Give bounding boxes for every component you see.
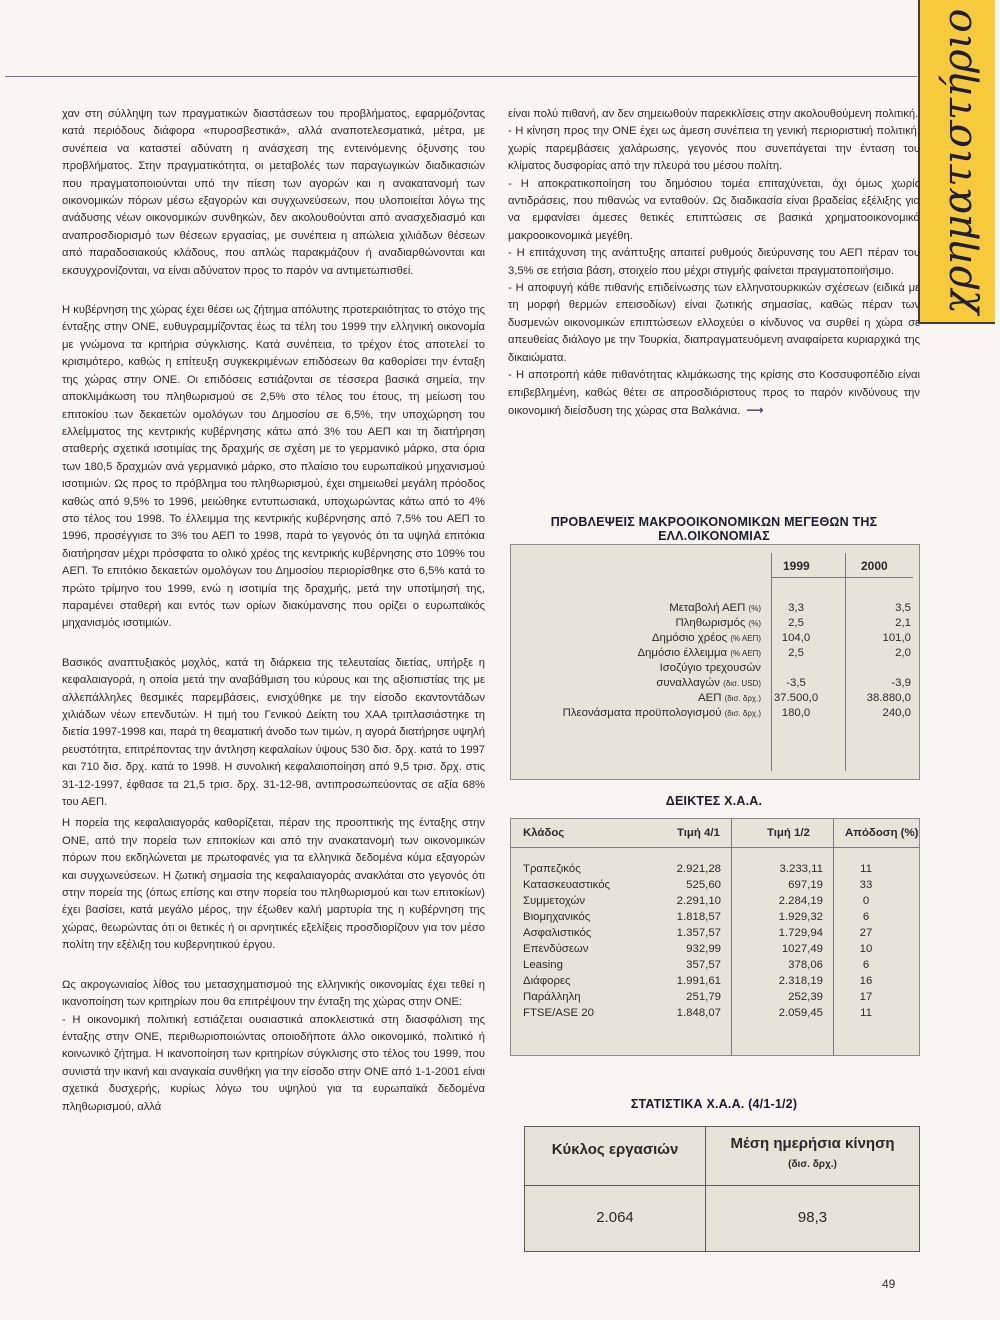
bullet-paragraph-wrap: [508, 367, 920, 420]
sector-name: Leasing: [523, 959, 563, 971]
value-1999: 104,0: [781, 632, 811, 644]
table-row: [511, 1005, 919, 1021]
header-divider: [511, 847, 919, 848]
table-row: [511, 941, 919, 957]
row-unit: (δισ. USD): [723, 679, 761, 688]
daily-average-value: 98,3: [797, 1209, 828, 1226]
value-2000: 3,5: [895, 602, 911, 614]
value-2000: 240,0: [882, 707, 911, 719]
value-2000: 101,0: [882, 632, 911, 644]
price-start: 2.921,28: [676, 863, 721, 875]
table-row: [511, 989, 919, 1005]
daily-average-unit: (δισ. δρχ.): [788, 1159, 837, 1170]
price-start: 932,99: [686, 943, 721, 955]
table-row: [511, 877, 919, 893]
price-start: 357,57: [686, 959, 721, 971]
macro-table: [510, 544, 920, 780]
sector-name: Τραπεζικός: [523, 863, 581, 875]
sector-name: Βιομηχανικός: [523, 911, 591, 923]
section-tab: [918, 0, 995, 324]
row-label: συναλλαγών: [656, 677, 720, 689]
header-divider: [771, 577, 913, 578]
price-start: 1.357,57: [676, 927, 721, 939]
header-rule: [5, 76, 917, 77]
table-row: [511, 957, 919, 973]
table-row: [551, 661, 911, 691]
article-end-arrow-icon: ⟶: [746, 402, 764, 417]
row-label: Δημόσιο χρέος: [651, 632, 728, 644]
table-row: [551, 631, 911, 646]
price-start: 1.848,07: [676, 1007, 721, 1019]
turnover-header: Κύκλος εργασιών: [551, 1141, 679, 1158]
macro-table-title: ΠΡΟΒΛΕΨΕΙΣ ΜΑΚΡΟΟΙΚΟΝΟΜΙΚΩΝ ΜΕΓΕΘΩΝ ΤΗΣ ΕΛΛ.ΟΙΚΟΝΟΜΙΑΣ: [550, 515, 878, 543]
row-unit: (% ΑΕΠ): [730, 649, 761, 658]
sector-name: Επενδύσεων: [523, 943, 589, 955]
paragraph: - Η οικονομική πολιτική εστιάζεται ουσιαστικά αποκλειστικά στη διασφάλιση της ένταξης στην ΟΝΕ, περιθωριοποιώντας οποιοδήποτε άλλο οικονομικό, πολιτικό ή κοινωνικό ζήτημα. Η ικανοποίηση των κριτηρίων σύγκλισης στο τέλος του 1999, που συνιστά την ικανή και αναγκαία συνθήκη για την είσοδο στην ΟΝΕ από 1-1-2001 είναι σχετικά δυσχερής, κυρίως λόγω του υψηλού για τα ευρωπαϊκά δεδομένα πληθωρισμού, αλλά: [62, 1013, 485, 1113]
price-start: 1.818,57: [676, 911, 721, 923]
paragraph: είναι πολύ πιθανή, αν δεν σημειωθούν παρεκκλίσεις στην ακολουθούμενη πολιτική.: [508, 108, 919, 120]
year-1999-header: 1999: [783, 559, 810, 573]
year-2000-header: 2000: [861, 559, 888, 573]
paragraph: Βασικός αναπτυξιακός μοχλός, κατά τη διάρκεια της τελευταίας διετίας, υπήρξε η κεφαλαιαγορά, η οποία μετά την αναβάθμιση του κύρους και της αξιοπιστίας της με αλλεπάλληλες θεσμικές παρεμβάσεις, ενισχύθηκε με την είσοδο εκαντοντάδων χιλιάδων νέων επενδυτών. Η τιμή του Γενικού Δείκτη του ΧΑΑ τριπλασιάστηκε τη διετία 1997-1998 και, παρά τη θεαματική άνοδο των τιμών, η αγορά διατήρησε υψηλή ρευστότητα, επιτρέποντας την άντληση κεφαλαίων ύψους 530 δισ. δρχ. κατά το 1997 και 710 δισ. δρχ. κατά το 1998. Η συνολική κεφαλαιοποίηση από 9,5 τρισ. δρχ. στις 31-12-1997, έφθασε τα 21,5 τρισ. δρχ. 31-12-98, αντιπροσωπεύοντας σε αξία 68% του ΑΕΠ.: [62, 656, 485, 809]
page-number: 49: [882, 1277, 896, 1291]
left-column: [62, 106, 485, 1116]
sector-name: Διάφορες: [523, 975, 571, 987]
price-start: 251,79: [686, 991, 721, 1003]
table-row: [551, 616, 911, 631]
return-pct: 6: [862, 959, 870, 971]
right-column: [508, 106, 920, 420]
sector-name: Κατασκευαστικός: [523, 879, 611, 891]
sector-name: Παράλληλη: [523, 991, 581, 1003]
price-end: 252,39: [788, 991, 823, 1003]
daily-average-header: Μέση ημερήσια κίνηση: [730, 1135, 895, 1152]
paragraph: χαν στη σύλληψη των πραγματικών διαστάσεων του προβλήματος, εφαρμόζοντας κατά περιόδους διάφορα «πυροσβεστικά», αλλά αναποτελεσματικά, μέτρα, με συνέπεια να καταστεί αδύνατη η ανάσχεση της εντεινόμενης όξυνσης του προβλήματος. Στην πραγματικότητα, οι μεταβολές των παραγωγικών διαδικασιών που πραγματοποιούνται υπό την πίεση των αγορών και η ανακατανομή των οικονομικών πόρων μέσω εξαγορών και συγχωνεύσεων, που υλοποιείται λόγω της ανάδυσης νέων οικονομικών συνθηκών, δεν ακολουθούνται από ανασχεδιασμό και αναπροσδιορισμό των θέσεων εργασίας, με συνέπεια η απώλεια χιλιάδων θέσεων από παραδοσιακούς κλάδους, που απλώς παρακμάζουν ή αναδιαρθώνονται και εκσυγχρονίζονται, να είναι αδύνατον προς το παρόν να αντιμετωπισθεί.: [62, 108, 485, 277]
sector-name: Ασφαλιστικός: [523, 927, 592, 939]
row-label: Δημόσιο έλλειμμα: [637, 647, 728, 659]
table-row: [551, 706, 911, 721]
return-pct: 6: [862, 911, 870, 923]
row-unit: (%): [748, 604, 761, 613]
stats-table-title: ΣΤΑΤΙΣΤΙΚΑ Χ.Α.Α. (4/1-1/2): [630, 1097, 798, 1111]
bullet-paragraph: - Η επιτάχυνση της ανάπτυξης απαιτεί ρυθμούς διεύρυνσης του ΑΕΠ πέραν του 3,5% σε ετήσια βάση, στοιχείο που μέχρι στιγμής φαίνεται πραγματοποιήσιμο.: [508, 247, 920, 277]
return-pct: 27: [859, 927, 873, 939]
value-1999: 37.500,0: [773, 692, 819, 704]
value-2000: -3,9: [891, 677, 911, 689]
price-start: 2.291,10: [676, 895, 721, 907]
table-row: [511, 925, 919, 941]
table-row: [551, 601, 911, 616]
header-sector: Κλάδος: [523, 827, 565, 839]
table-row: [551, 646, 911, 661]
price-end: 697,19: [788, 879, 823, 891]
value-1999: 2,5: [788, 647, 804, 659]
indices-table: [510, 818, 920, 1056]
value-2000: 2,1: [895, 617, 911, 629]
paragraph: Η πορεία της κεφαλαιαγοράς καθορίζεται, πέραν της προοπτικής της ένταξης στην ΟΝΕ, από την πορεία των επιτοκίων και από την ανακατανομή των οικονομικών πόρων που εκδηλώνεται με πρωτοφανές για τα ελληνικά δεδομένα κύμα εξαγορών και συγχωνεύσεων. Η ζωτική σημασία της κεφαλαιαγοράς ανακλάται στο γεγονός ότι στην πορεία της (όπως επίσης και στην πορεία του πληθωρισμού και των επιτοκίων) έχει βασίσει, κατά μεγάλο μέρος, την έξωθεν καλή μαρτυρία της η κυβέρνηση της χώρας, θεωρώντας ότι οι θετικές ή οι αρνητικές εξελίξεις προσδιορίζουν για τον μέσο πολίτη την εξέλιξη του κυβερνητικού έργου.: [62, 817, 485, 952]
value-1999: -3,5: [786, 677, 806, 689]
row-unit: (% ΑΕΠ): [730, 634, 761, 643]
table-row: [511, 909, 919, 925]
table-row: [511, 861, 919, 877]
value-1999: 2,5: [788, 617, 804, 629]
stats-table: [524, 1126, 920, 1252]
table-row: [511, 893, 919, 909]
row-unit: (%): [748, 619, 761, 628]
sector-name: FTSE/ASE 20: [523, 1007, 594, 1019]
return-pct: 10: [859, 943, 873, 955]
price-end: 2.284,19: [778, 895, 823, 907]
price-end: 378,06: [788, 959, 823, 971]
price-end: 2.318,19: [778, 975, 823, 987]
indices-rows: [511, 861, 919, 1021]
row-unit: (δισ. δρχ.): [724, 709, 761, 718]
indices-table-title: ΔΕΙΚΤΕΣ Χ.Α.Α.: [665, 794, 763, 808]
return-pct: 17: [859, 991, 873, 1003]
section-tab-label: χρηματιστήριο: [934, 8, 981, 314]
return-pct: 16: [859, 975, 873, 987]
return-pct: 11: [860, 1007, 872, 1019]
price-end: 1027,49: [781, 943, 823, 955]
row-label: Μεταβολή ΑΕΠ: [669, 602, 746, 614]
price-end: 1.929,32: [778, 911, 823, 923]
price-end: 3.233,11: [779, 863, 823, 875]
row-unit: (δισ. δρχ.): [724, 694, 761, 703]
macro-rows: [551, 601, 911, 721]
paragraph: Ως ακρογωνιαίος λίθος του μετασχηματισμού της ελληνικής οικονομίας έχει τεθεί η ικανοποίηση των κριτηρίων που θα επιτρέψουν την ένταξη της χώρας στην ΟΝΕ:: [62, 978, 485, 1009]
value-2000: 2,0: [895, 647, 911, 659]
header-divider: [525, 1185, 919, 1186]
price-end: 1.729,94: [778, 927, 823, 939]
value-1999: 3,3: [788, 602, 804, 614]
table-row: [511, 973, 919, 989]
turnover-value: 2.064: [596, 1209, 634, 1226]
value-1999: 180,0: [781, 707, 811, 719]
return-pct: 11: [860, 863, 872, 875]
bullet-paragraph: - Η αποκρατικοποίηση του δημόσιου τομέα επιταχύνεται, όχι όμως χωρίς αντιδράσεις, που πιθανώς να ενταθούν. Ως διαδικασία είναι βραδείας εξέλιξης για να εμφανίσει άμεσες θετικές επιπτώσεις σε βασικά χρηματοοικονομικά μακροοικονομικά μεγέθη.: [508, 177, 920, 242]
price-start: 1.991,61: [676, 975, 721, 987]
header-price-end: Τιμή 1/2: [767, 827, 810, 839]
value-2000: 38.880,0: [866, 692, 911, 704]
bullet-paragraph: - Η κίνηση προς την ΟΝΕ έχει ως άμεση συνέπεια τη γενική περιοριστική πολιτική, χωρίς παρεμβάσεις χαλάρωσης, γεγονός που συνεπάγεται την ένταση του κλίματος δυσφορίας από την πλευρά του μέσου πολίτη.: [508, 125, 920, 173]
row-label: Πληθωρισμός: [675, 617, 746, 629]
sector-name: Συμμετοχών: [523, 895, 586, 907]
return-pct: 33: [859, 879, 873, 891]
header-price-start: Τιμή 4/1: [677, 827, 720, 839]
bullet-paragraph: - Η αποτροπή κάθε πιθανότητας κλιμάκωσης της κρίσης στο Κοσσυφοπέδιο είναι επιβεβλημένη, καθώς θέτει σε απροσδιόριστους προς το παρόν κινδύνους την οικονομική διείσδυση της χώρας στα Βαλκάνια.: [508, 369, 920, 417]
return-pct: 0: [862, 895, 870, 907]
row-label: ΑΕΠ: [698, 692, 722, 704]
table-row: [551, 691, 911, 706]
price-start: 525,60: [686, 879, 721, 891]
paragraph: Η κυβέρνηση της χώρας έχει θέσει ως ζήτημα απόλυτης προτεραιότητας το στόχο της ένταξης στην ΟΝΕ, ευθυγραμμίζοντας έως τα τέλη του 1999 την ελληνική οικονομία με γνώμονα τα κριτήρια σύγκλισης. Κατά συνέπεια, το τρέχον έτος αποτελεί το κρισιμότερο, καθώς η επίτευξη συγκεκριμένων επιδόσεων θα καθορίσει την ένταξη της χώρας στην ΟΝΕ. Οι επιδόσεις εστιάζονται σε τέσσερα βασικά σημεία, την αποκλιμάκωση του πληθωρισμού σε 2,5% στο τέλος του έτους, τη μείωση του επιτοκίου των δεκαετών ομολόγων του Δημοσίου σε 6,5%, την υποχώρηση του ελλείμματος της κεντρικής κυβέρνησης κάτω από 3% του ΑΕΠ και τη διατήρηση σταθερής σχετικά ισοτιμίας της δραχμής σε σχέση με το γερμανικό μάρκο, στα όρια των 180,5 δραχμών ανά γερμανικό μάρκο, στο πλαίσιο του ευρωπαϊκού μηχανισμού ισοτιμιών. Ως προς το πρόβλημα του πληθωρισμού, έχει σημειωθεί μεγάλη πρόοδος καθώς από 9,5% το 1996, μειώθηκε εντυπωσιακά, υποχωρώντας κάτω από το 4% στο τέλος του 1998. Το έλλειμμα της κεντρικής κυβέρνησης από 7,5% του ΑΕΠ το 1996, προσέγγισε το 3% του ΑΕΠ το 1998, παρά το γεγονός ότι τα υψηλά επιτόκια διατήρησαν μέχρι πρόσφατα το ολικό χρέος της κεντρικής κυβέρνησης στο 109% του ΑΕΠ. Το επιτόκιο δεκαετών ομολόγων του Δημοσίου περιορίσθηκε στο 6,5% κατά το πρώτο τρίμηνο του 1999, ενώ η ισοτιμία της δραχμής, μετά την υποτίμησή της, παραμένει σταθερή και εντός των ορίων διακύμανσης που ορίζει ο ευρωπαϊκός μηχανισμός ισοτιμιών.: [62, 304, 485, 630]
row-label-line1: Ισοζύγιο τρεχουσών: [659, 662, 761, 674]
bullet-paragraph: - Η αποφυγή κάθε πιθανής επιδείνωσης των ελληνοτουρκικών σχέσεων (ειδικά με τη μορφή θερμών επεισοδίων) είναι ζωτικής σημασίας, καθώς πέραν των δυσμενών οικονομικών επιπτώσεων ελλοχεύει ο κίνδυνος να συρθεί η χώρα σε απευθείας διάλογο με την Τουρκία, διαπραγματευόμενη αναφαίρετα κυριαρχικά της δικαιώματα.: [508, 282, 920, 364]
header-return: Απόδοση (%): [845, 827, 919, 839]
price-end: 2.059,45: [778, 1007, 823, 1019]
row-label: Πλεονάσματα προϋπολογισμού: [562, 707, 722, 719]
